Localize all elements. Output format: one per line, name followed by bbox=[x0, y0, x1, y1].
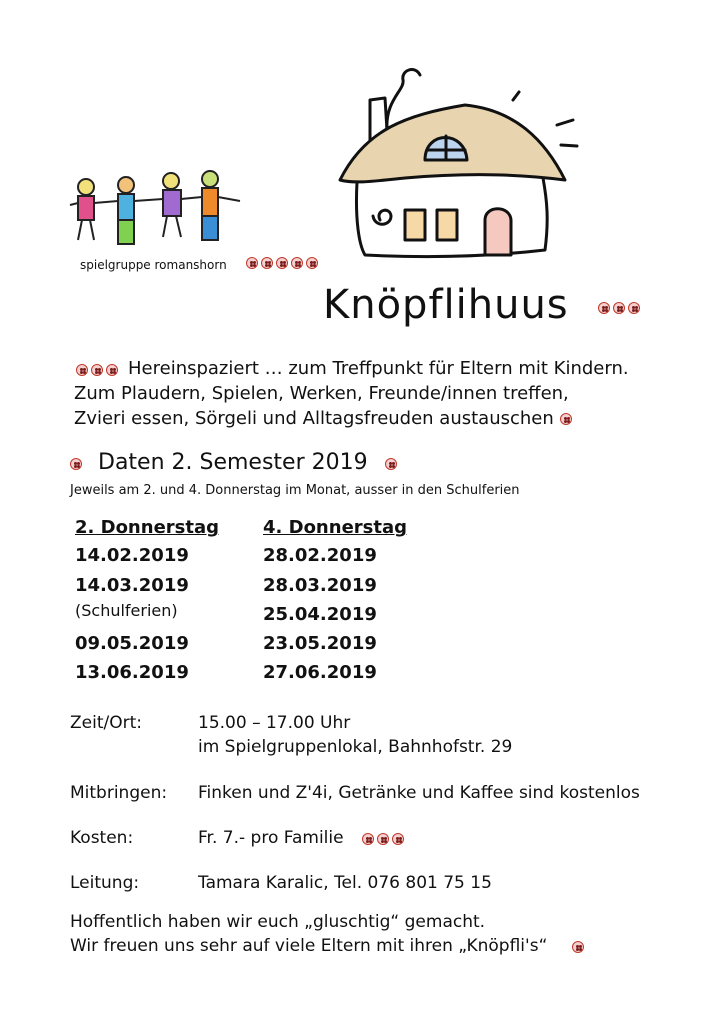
button-ornament-icon bbox=[598, 302, 610, 314]
house-illustration bbox=[325, 60, 585, 275]
intro-line-2: Zum Plaudern, Spielen, Werken, Freunde/innen treffen, bbox=[74, 383, 569, 404]
button-ornament-icon bbox=[261, 257, 273, 269]
intro-line-1: Hereinspaziert … zum Treffpunkt für Eltern mit Kindern. bbox=[128, 358, 629, 379]
button-ornament-icon bbox=[291, 257, 303, 269]
button-ornament-icon bbox=[91, 364, 103, 376]
button-ornament-icon bbox=[572, 941, 584, 953]
button-ornament-icon bbox=[306, 257, 318, 269]
date-4th-row-3: 25.04.2019 bbox=[263, 604, 377, 625]
button-ornament-row bbox=[362, 833, 407, 845]
logo-caption: spielgruppe romanshorn bbox=[80, 258, 227, 272]
button-ornament-icon bbox=[70, 458, 82, 470]
button-ornament-icon bbox=[385, 458, 397, 470]
button-ornament-icon bbox=[392, 833, 404, 845]
kosten-label: Kosten: bbox=[70, 828, 134, 848]
date-2nd-row-3: (Schulferien) bbox=[75, 601, 178, 620]
kosten-value: Fr. 7.- pro Familie bbox=[198, 828, 344, 848]
column-header-2nd-thursday: 2. Donnerstag bbox=[75, 517, 219, 538]
date-4th-row-5: 27.06.2019 bbox=[263, 662, 377, 683]
button-ornament-row bbox=[76, 364, 121, 376]
zeit-label: Zeit/Ort: bbox=[70, 713, 142, 733]
leitung-value: Tamara Karalic, Tel. 076 801 75 15 bbox=[198, 873, 492, 893]
button-ornament-icon bbox=[106, 364, 118, 376]
date-2nd-row-2: 14.03.2019 bbox=[75, 575, 189, 596]
button-ornament-icon bbox=[628, 302, 640, 314]
button-ornament-row bbox=[385, 458, 400, 470]
date-4th-row-1: 28.02.2019 bbox=[263, 545, 377, 566]
column-header-4th-thursday: 4. Donnerstag bbox=[263, 517, 407, 538]
date-2nd-row-4: 09.05.2019 bbox=[75, 633, 189, 654]
closing-line-1: Hoffentlich haben wir euch „gluschtig“ gemacht. bbox=[70, 912, 486, 932]
button-ornament-icon bbox=[246, 257, 258, 269]
button-ornament-icon bbox=[362, 833, 374, 845]
intro-line-3: Zvieri essen, Sörgeli und Alltagsfreuden austauschen bbox=[74, 408, 554, 429]
button-ornament-row bbox=[598, 302, 643, 314]
zeit-value-time: 15.00 – 17.00 Uhr bbox=[198, 713, 351, 733]
date-4th-row-4: 23.05.2019 bbox=[263, 633, 377, 654]
leitung-label: Leitung: bbox=[70, 873, 140, 893]
date-2nd-row-5: 13.06.2019 bbox=[75, 662, 189, 683]
button-ornament-icon bbox=[76, 364, 88, 376]
mitbringen-value: Finken und Z'4i, Getränke und Kaffee sind kostenlos bbox=[198, 783, 640, 803]
date-2nd-row-1: 14.02.2019 bbox=[75, 545, 189, 566]
closing-line-2: Wir freuen uns sehr auf viele Eltern mit ihren „Knöpfli's“ bbox=[70, 936, 548, 956]
button-ornament-icon bbox=[276, 257, 288, 269]
button-ornament-icon bbox=[560, 413, 572, 425]
date-4th-row-2: 28.03.2019 bbox=[263, 575, 377, 596]
button-ornament-row bbox=[246, 257, 321, 269]
page-title: Knöpflihuus bbox=[323, 282, 569, 328]
dates-subtitle: Jeweils am 2. und 4. Donnerstag im Monat, ausser in den Schulferien bbox=[70, 483, 520, 498]
mitbringen-label: Mitbringen: bbox=[70, 783, 168, 803]
button-ornament-row bbox=[572, 941, 587, 953]
button-ornament-icon bbox=[377, 833, 389, 845]
button-ornament-row bbox=[560, 413, 575, 425]
dates-heading: Daten 2. Semester 2019 bbox=[98, 450, 368, 475]
button-ornament-row bbox=[70, 458, 85, 470]
button-ornament-icon bbox=[613, 302, 625, 314]
spielgruppe-logo bbox=[68, 165, 248, 255]
zeit-value-place: im Spielgruppenlokal, Bahnhofstr. 29 bbox=[198, 737, 513, 757]
